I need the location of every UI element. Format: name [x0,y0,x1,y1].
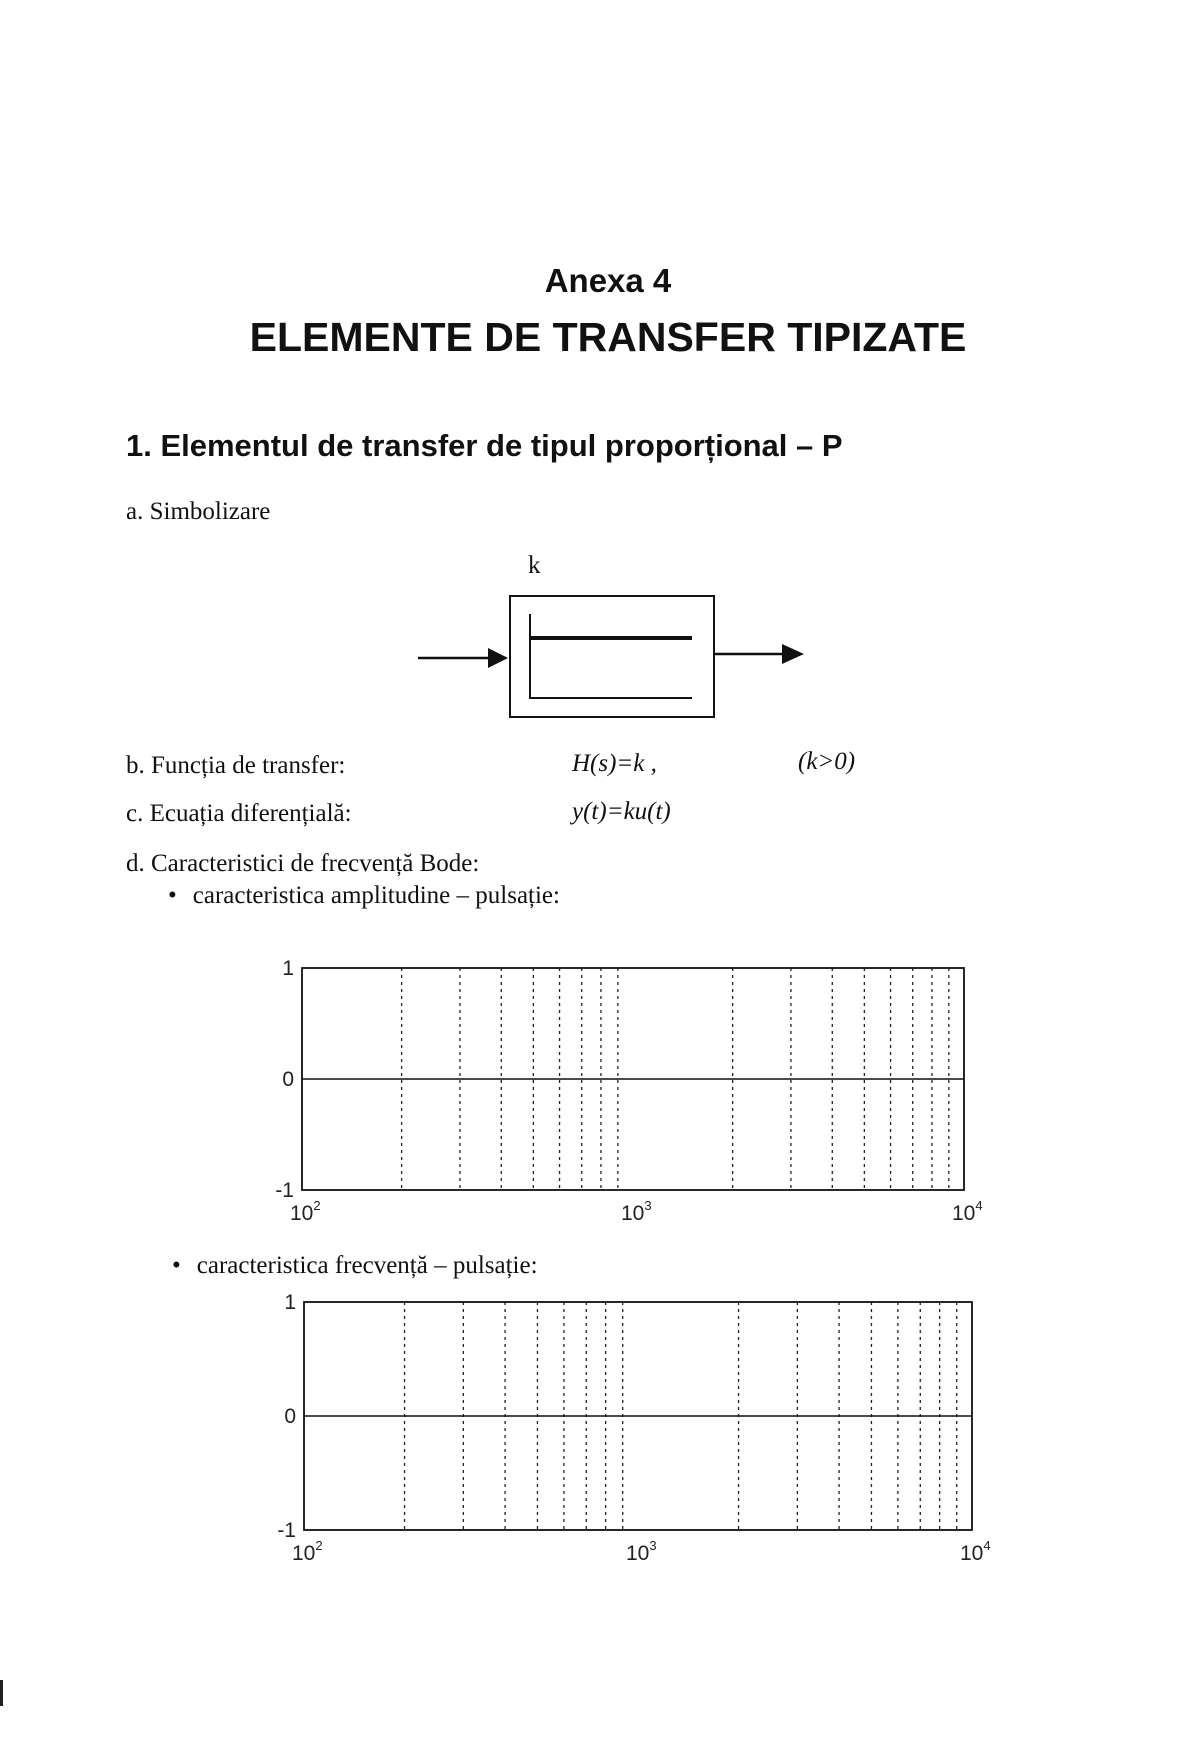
gain-condition: (k>0) [798,748,856,775]
x-tick-label: $10^3$ [626,1538,657,1565]
y-tick-label: 1 [282,957,294,980]
page-edge-mark [0,1680,3,1706]
section-heading: 1. Elementul de transfer de tipul proporțional – P [126,428,843,463]
annex-title: Anexa 4 [544,262,672,299]
item-d-label: d. Caracteristici de frecvență Bode: [126,850,480,877]
x-tick-label: $10^2$ [292,1538,323,1565]
transfer-function-formula: H(s)=k , [572,750,657,777]
block-gain-label: k [528,552,541,579]
x-tick-label: $10^3$ [621,1198,652,1225]
y-tick-label: 0 [282,1068,294,1091]
bullet-amplitude: • caracteristica amplitudine – pulsație: [168,882,560,910]
differential-equation: y(t)=ku(t) [572,798,671,825]
item-c-label: c. Ecuația diferențială: [126,800,352,827]
item-a-label: a. Simbolizare [126,498,271,525]
x-tick-label: $10^4$ [952,1198,983,1225]
y-tick-label: -1 [275,1179,294,1202]
y-tick-label: 0 [284,1405,296,1428]
item-b-label: b. Funcția de transfer: [126,752,346,779]
page-title: ELEMENTE DE TRANSFER TIPIZATE [249,314,967,360]
bullet-frequency: • caracteristica frecvență – pulsație: [172,1252,538,1280]
x-tick-label: $10^4$ [960,1538,991,1565]
y-tick-label: -1 [277,1519,296,1542]
y-tick-label: 1 [284,1291,296,1314]
x-tick-label: $10^2$ [290,1198,321,1225]
